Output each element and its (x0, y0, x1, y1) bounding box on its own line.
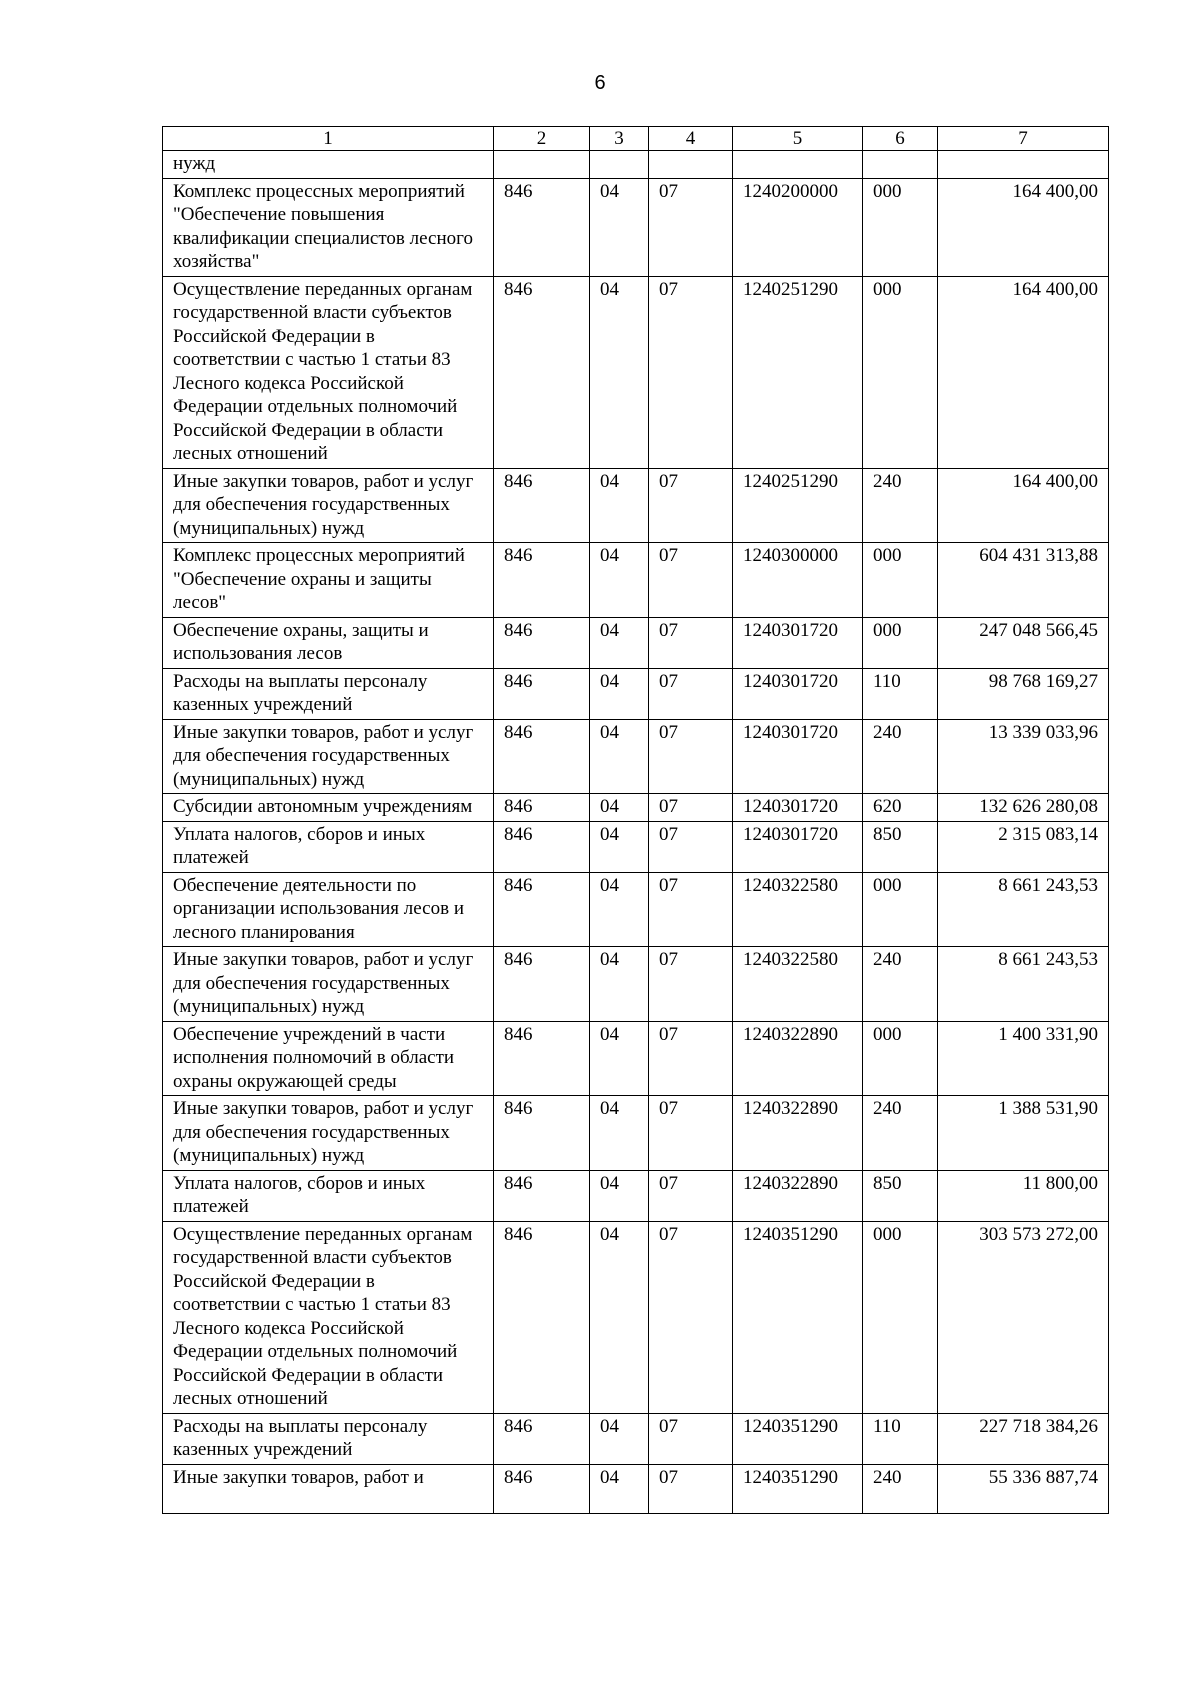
row-code-cell: 846 (494, 719, 590, 794)
row-subsection-cell: 07 (649, 872, 733, 947)
row-target-cell: 1240300000 (733, 543, 863, 618)
row-section-cell: 04 (590, 178, 649, 276)
row-target-cell: 1240322890 (733, 1096, 863, 1171)
header-cell: 3 (590, 127, 649, 151)
row-subsection-cell: 07 (649, 1096, 733, 1171)
row-target-cell: 1240301720 (733, 668, 863, 719)
row-code-cell: 846 (494, 794, 590, 822)
row-amount-cell: 164 400,00 (938, 276, 1109, 468)
row-type-cell: 240 (863, 468, 938, 543)
table-row (163, 468, 1109, 543)
row-code-cell: 846 (494, 1464, 590, 1514)
row-amount-cell: 604 431 313,88 (938, 543, 1109, 618)
row-subsection-cell: 07 (649, 821, 733, 872)
row-section-cell: 04 (590, 668, 649, 719)
header-cell: 2 (494, 127, 590, 151)
table-row (163, 872, 1109, 947)
row-name-cell: Комплекс процессных мероприятий "Обеспечение повышения квалификации специалистов лесного хозяйства" (163, 178, 494, 276)
row-type-cell: 620 (863, 794, 938, 822)
row-type-cell: 850 (863, 821, 938, 872)
row-code-cell: 846 (494, 543, 590, 618)
table-row (163, 617, 1109, 668)
row-type-cell: 000 (863, 1021, 938, 1096)
row-subsection-cell: 07 (649, 543, 733, 618)
row-subsection-cell: 07 (649, 1413, 733, 1464)
row-section-cell: 04 (590, 719, 649, 794)
row-section-cell (590, 151, 649, 179)
row-name-cell: Комплекс процессных мероприятий "Обеспечение охраны и защиты лесов" (163, 543, 494, 618)
table-row (163, 1096, 1109, 1171)
row-code-cell: 846 (494, 821, 590, 872)
row-name-cell: нужд (163, 151, 494, 179)
table-row (163, 794, 1109, 822)
row-subsection-cell: 07 (649, 947, 733, 1022)
row-type-cell: 240 (863, 719, 938, 794)
row-target-cell: 1240351290 (733, 1464, 863, 1514)
row-subsection-cell: 07 (649, 617, 733, 668)
row-amount-cell: 132 626 280,08 (938, 794, 1109, 822)
row-code-cell: 846 (494, 872, 590, 947)
row-target-cell: 1240351290 (733, 1221, 863, 1413)
row-name-cell: Субсидии автономным учреждениям (163, 794, 494, 822)
row-target-cell: 1240301720 (733, 821, 863, 872)
row-target-cell: 1240301720 (733, 794, 863, 822)
row-subsection-cell: 07 (649, 276, 733, 468)
row-name-cell: Обеспечение охраны, защиты и использования лесов (163, 617, 494, 668)
table-row (163, 719, 1109, 794)
row-amount-cell: 227 718 384,26 (938, 1413, 1109, 1464)
budget-table (162, 126, 1109, 1514)
row-subsection-cell: 07 (649, 178, 733, 276)
row-code-cell: 846 (494, 1170, 590, 1221)
row-target-cell: 1240322890 (733, 1170, 863, 1221)
table-row (163, 1221, 1109, 1413)
row-type-cell: 110 (863, 668, 938, 719)
table-row (163, 1413, 1109, 1464)
row-subsection-cell: 07 (649, 668, 733, 719)
row-amount-cell: 164 400,00 (938, 468, 1109, 543)
row-subsection-cell: 07 (649, 1221, 733, 1413)
row-section-cell: 04 (590, 276, 649, 468)
row-type-cell: 240 (863, 1096, 938, 1171)
row-name-cell: Иные закупки товаров, работ и услуг для обеспечения государственных (муниципальных) нужд (163, 947, 494, 1022)
table-body (163, 127, 1109, 1514)
row-section-cell: 04 (590, 1096, 649, 1171)
row-code-cell: 846 (494, 1413, 590, 1464)
row-name-cell: Иные закупки товаров, работ и (163, 1464, 494, 1514)
table-row (163, 821, 1109, 872)
row-type-cell (863, 151, 938, 179)
row-target-cell: 1240351290 (733, 1413, 863, 1464)
table-row (163, 151, 1109, 179)
table-row (163, 668, 1109, 719)
row-amount-cell: 8 661 243,53 (938, 947, 1109, 1022)
row-target-cell: 1240200000 (733, 178, 863, 276)
row-code-cell: 846 (494, 617, 590, 668)
row-amount-cell: 8 661 243,53 (938, 872, 1109, 947)
row-amount-cell: 55 336 887,74 (938, 1464, 1109, 1514)
row-amount-cell: 11 800,00 (938, 1170, 1109, 1221)
row-type-cell: 240 (863, 947, 938, 1022)
row-subsection-cell: 07 (649, 468, 733, 543)
row-section-cell: 04 (590, 872, 649, 947)
row-code-cell: 846 (494, 947, 590, 1022)
header-cell: 1 (163, 127, 494, 151)
row-name-cell: Уплата налогов, сборов и иных платежей (163, 1170, 494, 1221)
table-row (163, 543, 1109, 618)
row-section-cell: 04 (590, 1221, 649, 1413)
row-code-cell: 846 (494, 1096, 590, 1171)
header-cell: 4 (649, 127, 733, 151)
row-target-cell (733, 151, 863, 179)
row-section-cell: 04 (590, 543, 649, 618)
row-name-cell: Иные закупки товаров, работ и услуг для обеспечения государственных (муниципальных) нужд (163, 1096, 494, 1171)
row-code-cell: 846 (494, 178, 590, 276)
row-name-cell: Расходы на выплаты персоналу казенных учреждений (163, 668, 494, 719)
page-number: 6 (594, 72, 606, 94)
row-section-cell: 04 (590, 468, 649, 543)
row-type-cell: 110 (863, 1413, 938, 1464)
table-row (163, 1170, 1109, 1221)
header-cell: 6 (863, 127, 938, 151)
row-target-cell: 1240322580 (733, 872, 863, 947)
table-row (163, 947, 1109, 1022)
row-type-cell: 850 (863, 1170, 938, 1221)
row-target-cell: 1240251290 (733, 276, 863, 468)
row-section-cell: 04 (590, 1464, 649, 1514)
header-cell: 7 (938, 127, 1109, 151)
row-amount-cell: 247 048 566,45 (938, 617, 1109, 668)
row-subsection-cell: 07 (649, 1464, 733, 1514)
row-target-cell: 1240322580 (733, 947, 863, 1022)
row-target-cell: 1240251290 (733, 468, 863, 543)
row-name-cell: Осуществление переданных органам государственной власти субъектов Российской Федерации в соответствии с частью 1 статьи 83 Лесного кодекса Российской Федерации отдельных полномочий Российской Федерации в области лесных отношений (163, 276, 494, 468)
row-name-cell: Расходы на выплаты персоналу казенных учреждений (163, 1413, 494, 1464)
row-subsection-cell (649, 151, 733, 179)
row-name-cell: Обеспечение деятельности по организации использования лесов и лесного планирования (163, 872, 494, 947)
row-target-cell: 1240301720 (733, 719, 863, 794)
row-section-cell: 04 (590, 1413, 649, 1464)
row-code-cell (494, 151, 590, 179)
row-name-cell: Уплата налогов, сборов и иных платежей (163, 821, 494, 872)
row-type-cell: 000 (863, 1221, 938, 1413)
row-amount-cell: 2 315 083,14 (938, 821, 1109, 872)
row-section-cell: 04 (590, 617, 649, 668)
table-row (163, 178, 1109, 276)
row-section-cell: 04 (590, 821, 649, 872)
row-name-cell: Иные закупки товаров, работ и услуг для обеспечения государственных (муниципальных) нужд (163, 468, 494, 543)
row-section-cell: 04 (590, 947, 649, 1022)
row-code-cell: 846 (494, 276, 590, 468)
row-name-cell: Обеспечение учреждений в части исполнения полномочий в области охраны окружающей среды (163, 1021, 494, 1096)
table-row (163, 276, 1109, 468)
row-subsection-cell: 07 (649, 1021, 733, 1096)
row-subsection-cell: 07 (649, 719, 733, 794)
row-target-cell: 1240322890 (733, 1021, 863, 1096)
row-type-cell: 240 (863, 1464, 938, 1514)
row-code-cell: 846 (494, 468, 590, 543)
row-type-cell: 000 (863, 617, 938, 668)
row-amount-cell: 13 339 033,96 (938, 719, 1109, 794)
row-amount-cell: 98 768 169,27 (938, 668, 1109, 719)
table-row (163, 1464, 1109, 1514)
header-cell: 5 (733, 127, 863, 151)
row-type-cell: 000 (863, 276, 938, 468)
row-amount-cell (938, 151, 1109, 179)
row-target-cell: 1240301720 (733, 617, 863, 668)
table-row (163, 1021, 1109, 1096)
row-type-cell: 000 (863, 178, 938, 276)
table-header-row (163, 127, 1109, 151)
row-type-cell: 000 (863, 872, 938, 947)
row-section-cell: 04 (590, 1170, 649, 1221)
row-amount-cell: 1 400 331,90 (938, 1021, 1109, 1096)
row-section-cell: 04 (590, 1021, 649, 1096)
row-subsection-cell: 07 (649, 1170, 733, 1221)
row-amount-cell: 303 573 272,00 (938, 1221, 1109, 1413)
row-name-cell: Осуществление переданных органам государственной власти субъектов Российской Федерации в соответствии с частью 1 статьи 83 Лесного кодекса Российской Федерации отдельных полномочий Российской Федерации в области лесных отношений (163, 1221, 494, 1413)
row-name-cell: Иные закупки товаров, работ и услуг для обеспечения государственных (муниципальных) нужд (163, 719, 494, 794)
row-code-cell: 846 (494, 1021, 590, 1096)
row-amount-cell: 1 388 531,90 (938, 1096, 1109, 1171)
row-code-cell: 846 (494, 1221, 590, 1413)
row-code-cell: 846 (494, 668, 590, 719)
row-section-cell: 04 (590, 794, 649, 822)
row-type-cell: 000 (863, 543, 938, 618)
row-amount-cell: 164 400,00 (938, 178, 1109, 276)
row-subsection-cell: 07 (649, 794, 733, 822)
